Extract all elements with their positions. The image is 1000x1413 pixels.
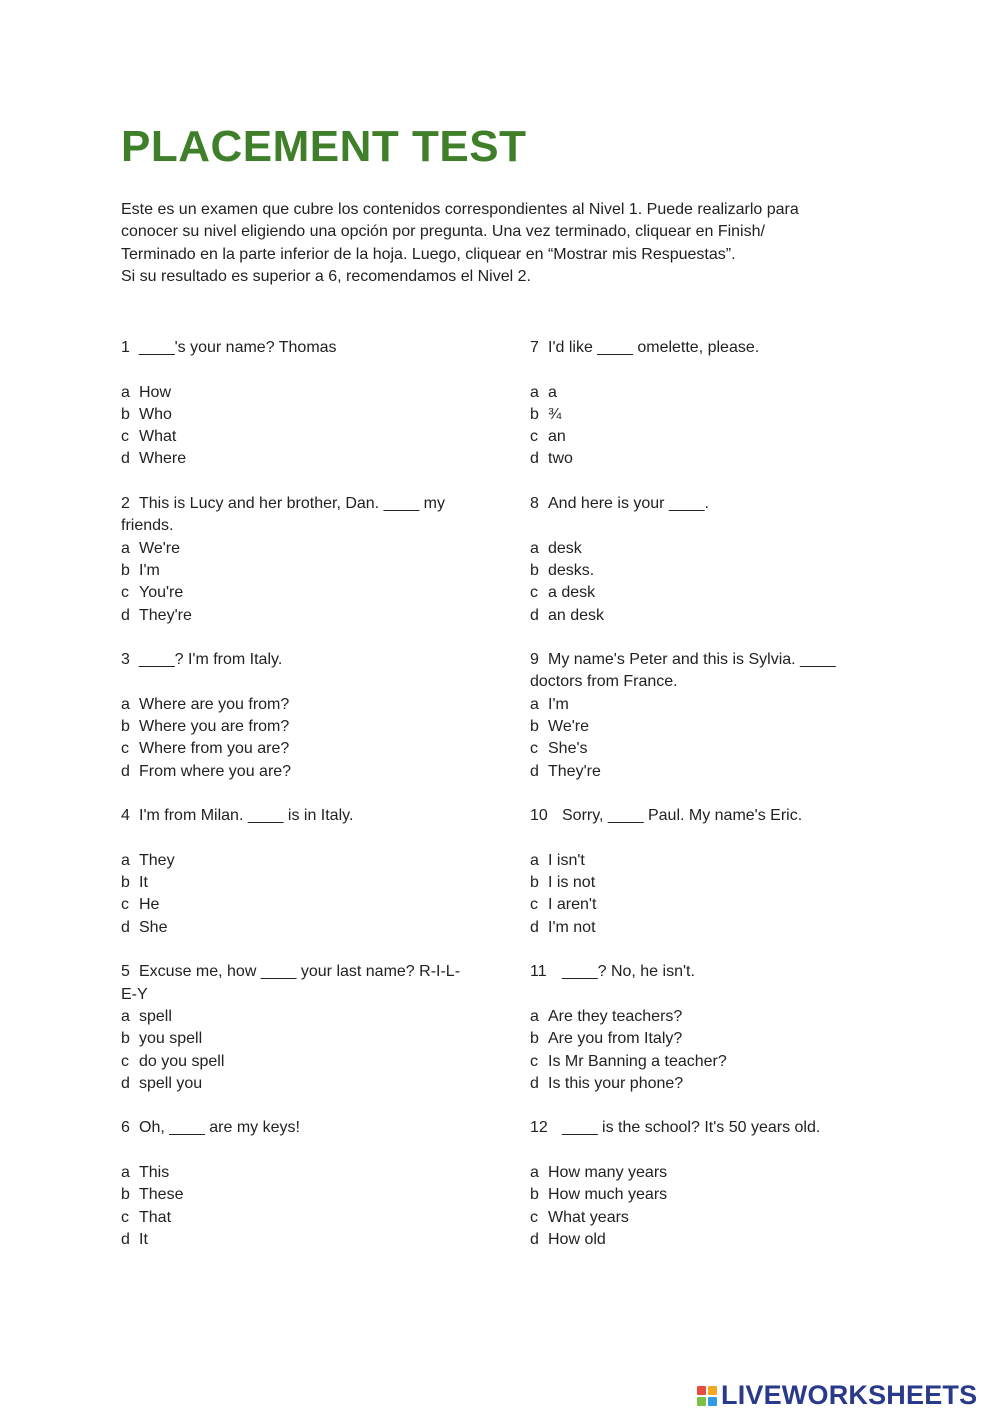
answer-option-d[interactable] — [530, 1073, 870, 1095]
answer-option-c[interactable] — [530, 426, 870, 448]
answer-option-c[interactable] — [121, 894, 461, 916]
intro-paragraph — [121, 199, 861, 288]
option-text: two — [548, 450, 573, 468]
answer-option-d[interactable] — [530, 761, 870, 783]
question-prompt: And here is your ____. — [548, 495, 709, 513]
logo-square-v — [697, 1397, 706, 1406]
answer-option-c[interactable] — [530, 582, 870, 604]
option-text: They — [139, 851, 175, 869]
spacer — [121, 359, 461, 381]
answer-option-b[interactable] — [121, 872, 461, 894]
option-text: What years — [548, 1208, 629, 1226]
option-text: Are you from Italy? — [548, 1030, 683, 1048]
questions-right-column — [530, 337, 870, 1251]
option-letter: a — [530, 383, 539, 401]
answer-option-b[interactable] — [530, 872, 870, 894]
question-prompt: This is Lucy and her brother, Dan. ____ my friends. — [121, 495, 445, 535]
option-text: spell you — [139, 1074, 203, 1092]
answer-option-a[interactable] — [530, 850, 870, 872]
question-10 — [530, 805, 870, 939]
option-letter: a — [530, 695, 539, 713]
spacer — [530, 984, 870, 1006]
option-text: Where from you are? — [139, 740, 290, 758]
option-text: We're — [548, 718, 589, 736]
option-letter: b — [121, 405, 130, 423]
option-letter: c — [121, 428, 129, 446]
answer-option-d[interactable] — [121, 605, 461, 627]
answer-option-a[interactable] — [121, 382, 461, 404]
question-number: 4 — [121, 807, 130, 825]
answer-option-d[interactable] — [121, 1229, 461, 1251]
question-text — [121, 1117, 461, 1139]
answer-option-a[interactable] — [530, 1006, 870, 1028]
question-number: 7 — [530, 339, 539, 356]
question-5 — [121, 961, 461, 1095]
question-text — [530, 337, 870, 359]
option-letter: d — [121, 918, 130, 936]
option-letter: b — [121, 1030, 130, 1048]
answer-option-b[interactable] — [121, 404, 461, 426]
question-number: 2 — [121, 495, 130, 513]
answer-option-d[interactable] — [530, 448, 870, 470]
option-text: It — [139, 1230, 148, 1248]
question-number: 5 — [121, 963, 130, 981]
spacer — [121, 1140, 461, 1162]
option-text: From where you are? — [139, 762, 292, 780]
answer-option-b[interactable] — [530, 1184, 870, 1206]
spacer — [530, 1140, 870, 1162]
question-number: 11 — [530, 963, 547, 981]
option-letter: c — [121, 896, 129, 914]
answer-option-b[interactable] — [121, 1028, 461, 1050]
answer-option-a[interactable] — [121, 694, 461, 716]
question-prompt: Oh, ____ are my keys! — [139, 1119, 300, 1137]
option-letter: b — [530, 561, 539, 579]
option-text: I isn't — [548, 851, 585, 869]
option-text: He — [139, 896, 160, 914]
logo-text: LIVEWORKSHEETS — [721, 1380, 978, 1410]
option-letter: a — [121, 539, 130, 557]
option-letter: b — [530, 874, 539, 892]
option-text: How — [139, 383, 172, 401]
answer-option-a[interactable] — [121, 538, 461, 560]
answer-option-a[interactable] — [121, 850, 461, 872]
option-text: She's — [548, 740, 588, 758]
questions-left-column — [121, 337, 461, 1251]
logo-square-l — [697, 1386, 706, 1395]
option-letter: c — [121, 1208, 129, 1226]
option-letter: b — [530, 718, 539, 736]
intro-line: conocer su nivel eligiendo una opción por pregunta. Una vez terminado, cliquear en Finish/ — [121, 223, 765, 241]
option-text: I aren't — [548, 896, 597, 914]
option-text: Where — [139, 450, 187, 468]
question-prompt: I'd like ____ omelette, please. — [548, 339, 760, 356]
option-text: How old — [548, 1230, 606, 1248]
answer-option-d[interactable] — [121, 761, 461, 783]
option-letter: d — [530, 1074, 539, 1092]
option-letter: b — [121, 561, 130, 579]
option-letter: c — [121, 1052, 129, 1070]
question-text — [530, 649, 870, 694]
option-letter: d — [530, 762, 539, 780]
option-text: Where you are from? — [139, 718, 290, 736]
option-letter: b — [530, 405, 539, 423]
option-text: She — [139, 918, 168, 936]
spacer — [530, 828, 870, 850]
option-letter: a — [530, 851, 539, 869]
answer-option-d[interactable] — [121, 448, 461, 470]
logo-square-i — [708, 1386, 717, 1395]
question-number: 6 — [121, 1119, 130, 1137]
intro-line: Si su resultado es superior a 6, recomendamos el Nivel 2. — [121, 267, 531, 285]
question-2 — [121, 493, 461, 627]
answer-option-c[interactable] — [121, 1051, 461, 1073]
option-text: How many years — [548, 1163, 668, 1181]
question-prompt: I'm from Milan. ____ is in Italy. — [139, 807, 354, 825]
question-9 — [530, 649, 870, 783]
option-letter: d — [121, 1230, 130, 1248]
question-text — [530, 961, 870, 983]
option-letter: d — [121, 606, 130, 624]
question-text — [530, 493, 870, 515]
answer-option-b[interactable] — [121, 560, 461, 582]
option-text: an — [548, 428, 566, 446]
question-11 — [530, 961, 870, 1095]
answer-option-c[interactable] — [530, 738, 870, 760]
answer-option-d[interactable] — [530, 605, 870, 627]
option-text: ¾ — [548, 405, 562, 423]
intro-line: Este es un examen que cubre los contenidos correspondientes al Nivel 1. Puede realizarlo para — [121, 201, 799, 218]
option-letter: a — [121, 383, 130, 401]
option-letter: a — [530, 1007, 539, 1025]
option-letter: d — [121, 1074, 130, 1092]
option-text: do you spell — [139, 1052, 225, 1070]
option-text: desk — [548, 539, 582, 557]
liveworksheets-logo — [697, 1380, 977, 1411]
option-text: It — [139, 874, 148, 892]
spacer — [121, 828, 461, 850]
answer-option-c[interactable] — [121, 1207, 461, 1229]
spacer — [530, 515, 870, 537]
option-text: You're — [139, 584, 184, 602]
question-text — [121, 961, 461, 1006]
question-prompt: Sorry, ____ Paul. My name's Eric. — [562, 807, 803, 825]
question-text — [121, 337, 461, 359]
question-number: 8 — [530, 495, 539, 513]
option-letter: d — [530, 450, 539, 468]
option-letter: a — [530, 1163, 539, 1181]
option-letter: d — [121, 762, 130, 780]
intro-line: Terminado en la parte inferior de la hoja. Luego, cliquear en “Mostrar mis Respuestas”. — [121, 245, 736, 263]
option-text: Is Mr Banning a teacher? — [548, 1052, 727, 1070]
option-letter: a — [530, 539, 539, 557]
option-text: I is not — [548, 874, 596, 892]
question-4 — [121, 805, 461, 939]
question-number: 9 — [530, 651, 539, 669]
question-7 — [530, 337, 870, 471]
answer-option-b[interactable] — [530, 404, 870, 426]
question-number: 3 — [121, 651, 130, 669]
question-prompt: My name's Peter and this is Sylvia. ____ doctors from France. — [530, 651, 836, 691]
question-text — [530, 805, 870, 827]
option-letter: d — [530, 606, 539, 624]
spacer — [121, 671, 461, 693]
option-text: They're — [548, 762, 601, 780]
option-letter: b — [121, 718, 130, 736]
answer-option-b[interactable] — [121, 1184, 461, 1206]
option-text: They're — [139, 606, 192, 624]
option-text: That — [139, 1208, 172, 1226]
answer-option-a[interactable] — [530, 382, 870, 404]
question-prompt: ____? I'm from Italy. — [139, 651, 283, 669]
question-text — [121, 649, 461, 671]
answer-option-c[interactable] — [121, 582, 461, 604]
answer-option-d[interactable] — [121, 1073, 461, 1095]
question-text — [121, 493, 461, 538]
question-number: 1 — [121, 339, 130, 356]
answer-option-c[interactable] — [530, 894, 870, 916]
option-text: How much years — [548, 1186, 668, 1204]
option-letter: d — [121, 450, 130, 468]
page-title: PLACEMENT TEST — [121, 122, 527, 171]
answer-option-b[interactable] — [530, 716, 870, 738]
option-letter: d — [530, 1230, 539, 1248]
question-3 — [121, 649, 461, 783]
option-letter: a — [121, 851, 130, 869]
question-number: 12 — [530, 1119, 548, 1137]
option-text: spell — [139, 1007, 172, 1025]
question-text — [530, 1117, 870, 1139]
spacer — [530, 359, 870, 381]
question-number: 10 — [530, 807, 548, 825]
answer-option-d[interactable] — [121, 917, 461, 939]
option-letter: c — [530, 428, 538, 446]
logo-square-e — [708, 1397, 717, 1406]
option-text: We're — [139, 539, 180, 557]
question-1 — [121, 337, 461, 471]
option-text: What — [139, 428, 177, 446]
answer-option-b[interactable] — [530, 1028, 870, 1050]
option-letter: a — [121, 1007, 130, 1025]
option-letter: c — [530, 1208, 538, 1226]
option-letter: b — [530, 1030, 539, 1048]
option-text: This — [139, 1163, 170, 1181]
option-text: These — [139, 1186, 184, 1204]
answer-option-b[interactable] — [121, 716, 461, 738]
option-letter: c — [530, 1052, 538, 1070]
answer-option-a[interactable] — [530, 694, 870, 716]
answer-option-a[interactable] — [121, 1006, 461, 1028]
question-prompt: Excuse me, how ____ your last name? R-I-L-E-Y — [121, 963, 461, 1003]
question-12 — [530, 1117, 870, 1251]
option-text: a — [548, 383, 557, 401]
option-letter: b — [121, 874, 130, 892]
option-letter: b — [121, 1186, 130, 1204]
question-text — [121, 805, 461, 827]
answer-option-a[interactable] — [121, 1162, 461, 1184]
answer-option-c[interactable] — [530, 1051, 870, 1073]
option-text: Where are you from? — [139, 695, 290, 713]
option-text: an desk — [548, 606, 605, 624]
option-letter: a — [121, 695, 130, 713]
option-letter: c — [121, 584, 129, 602]
answer-option-b[interactable] — [530, 560, 870, 582]
answer-option-c[interactable] — [530, 1207, 870, 1229]
option-letter: c — [530, 740, 538, 758]
logo-mark-icon — [697, 1386, 717, 1406]
answer-option-a[interactable] — [530, 538, 870, 560]
question-prompt: ____ is the school? It's 50 years old. — [562, 1119, 821, 1137]
answer-option-c[interactable] — [121, 426, 461, 448]
option-text: I'm — [548, 695, 569, 713]
question-8 — [530, 493, 870, 627]
answer-option-c[interactable] — [121, 738, 461, 760]
option-text: Are they teachers? — [548, 1007, 683, 1025]
question-6 — [121, 1117, 461, 1251]
option-letter: c — [530, 584, 538, 602]
option-letter: d — [530, 918, 539, 936]
option-letter: a — [121, 1163, 130, 1181]
option-text: I'm — [139, 561, 160, 579]
option-text: Is this your phone? — [548, 1074, 684, 1092]
option-text: Who — [139, 405, 172, 423]
answer-option-d[interactable] — [530, 917, 870, 939]
option-text: desks. — [548, 561, 595, 579]
option-text: I'm not — [548, 918, 596, 936]
option-letter: b — [530, 1186, 539, 1204]
option-text: you spell — [139, 1030, 203, 1048]
answer-option-d[interactable] — [530, 1229, 870, 1251]
question-prompt: ____? No, he isn't. — [562, 963, 695, 981]
option-letter: c — [530, 896, 538, 914]
option-text: a desk — [548, 584, 596, 602]
question-prompt: ____'s your name? Thomas — [139, 339, 337, 356]
answer-option-a[interactable] — [530, 1162, 870, 1184]
option-letter: c — [121, 740, 129, 758]
